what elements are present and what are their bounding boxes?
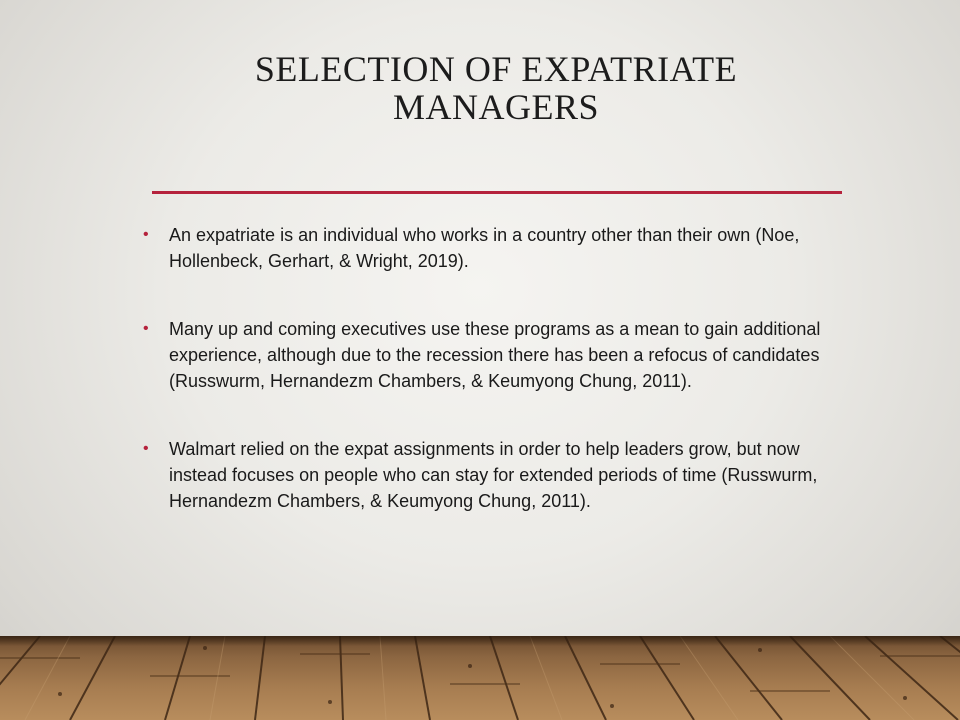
bullet-item (143, 222, 823, 274)
bullet-text: Walmart relied on the expat assignments in order to help leaders grow, but now instead focuses on people who can stay for extended periods of time (Russwurm, Hernandezm Chambers, & Keumyong Chung, 2011). (169, 439, 818, 511)
bullet-marker-icon: • (143, 440, 149, 457)
bullet-list (143, 222, 823, 514)
bullet-text: Many up and coming executives use these programs as a mean to gain additional experience, although due to the recession there has been a refocus of candidates (Russwurm, Hernandezm Chambers, & Keumyong Chung, 2011). (169, 319, 821, 391)
bullet-marker-icon: • (143, 226, 149, 243)
bullet-marker-icon: • (143, 320, 149, 337)
wood-floor-icon (0, 636, 960, 720)
wood-floor-image (0, 636, 960, 720)
title-line-2: MANAGERS (392, 87, 600, 127)
bullet-item (143, 436, 823, 514)
bullet-item (143, 316, 823, 394)
floor-shadow (0, 636, 960, 646)
slide-title (150, 50, 842, 126)
title-line-1: SELECTION OF EXPATRIATE (254, 49, 738, 89)
title-divider (152, 191, 842, 194)
bullet-text: An expatriate is an individual who works in a country other than their own (Noe, Hollenbeck, Gerhart, & Wright, 2019). (169, 225, 800, 271)
